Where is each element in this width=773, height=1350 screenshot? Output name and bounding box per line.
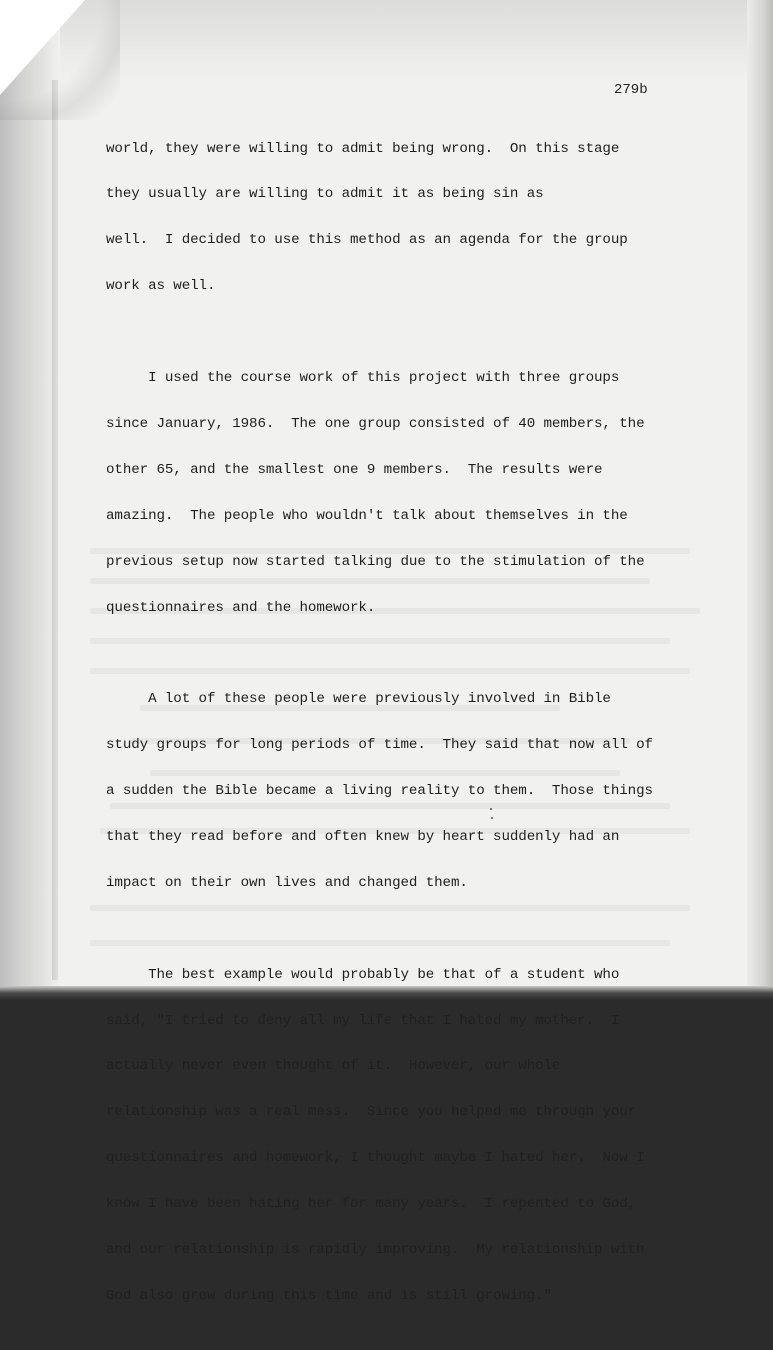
folded-corner — [0, 0, 85, 95]
text-line: they usually are willing to admit it as being sin as — [106, 186, 544, 203]
text-line: work as well. — [106, 278, 216, 295]
text-line: questionnaires and homework, I thought maybe I hated her. Now I — [106, 1150, 645, 1167]
paragraph-2 — [106, 340, 716, 646]
text-line: I used the course work of this project with three groups — [106, 370, 620, 387]
text-line: and our relationship is rapidly improving. My relationship with — [106, 1241, 645, 1258]
text-line: other 65, and the smallest one 9 members. The results were — [106, 461, 603, 478]
text-line: well. I decided to use this method as an agenda for the group — [106, 232, 628, 249]
text-line: previous setup now started talking due to the stimulation of the — [106, 553, 645, 570]
text-line: know I have been hating her for many years. I repented to God, — [106, 1196, 637, 1213]
text-line: world, they were willing to admit being wrong. On this stage — [106, 140, 620, 157]
paragraph-1 — [106, 111, 716, 325]
text-line: amazing. The people who wouldn't talk about themselves in the — [106, 507, 628, 524]
text-line: that they read before and often knew by heart suddenly had an — [106, 828, 620, 845]
text-line: actually never even thought of it. However, our whole — [106, 1058, 561, 1075]
binding-shadow — [0, 0, 60, 1000]
text-line: The best example would probably be that of a student who — [106, 966, 620, 983]
top-scan-band — [60, 0, 760, 80]
text-line: impact on their own lives and changed them. — [106, 874, 468, 891]
text-line: A lot of these people were previously involved in Bible — [106, 691, 611, 708]
paragraph-3 — [106, 662, 716, 922]
text-line: relationship was a real mess. Since you helped me through your — [106, 1104, 637, 1121]
right-page-edge — [747, 0, 773, 1000]
text-line: a sudden the Bible became a living reality to them. Those things — [106, 783, 653, 800]
body-text — [106, 111, 716, 1350]
page-number: 279b — [614, 82, 648, 98]
text-line: God also grew during this time and is still growing." — [106, 1287, 552, 1304]
text-line: said, "I tried to deny all my life that I hated my mother. I — [106, 1012, 620, 1029]
text-line: questionnaires and the homework. — [106, 599, 376, 616]
text-line: since January, 1986. The one group consisted of 40 members, the — [106, 415, 645, 432]
binding-line — [52, 80, 58, 980]
text-line: study groups for long periods of time. They said that now all of — [106, 737, 653, 754]
bottom-scan-edge — [0, 986, 773, 1000]
